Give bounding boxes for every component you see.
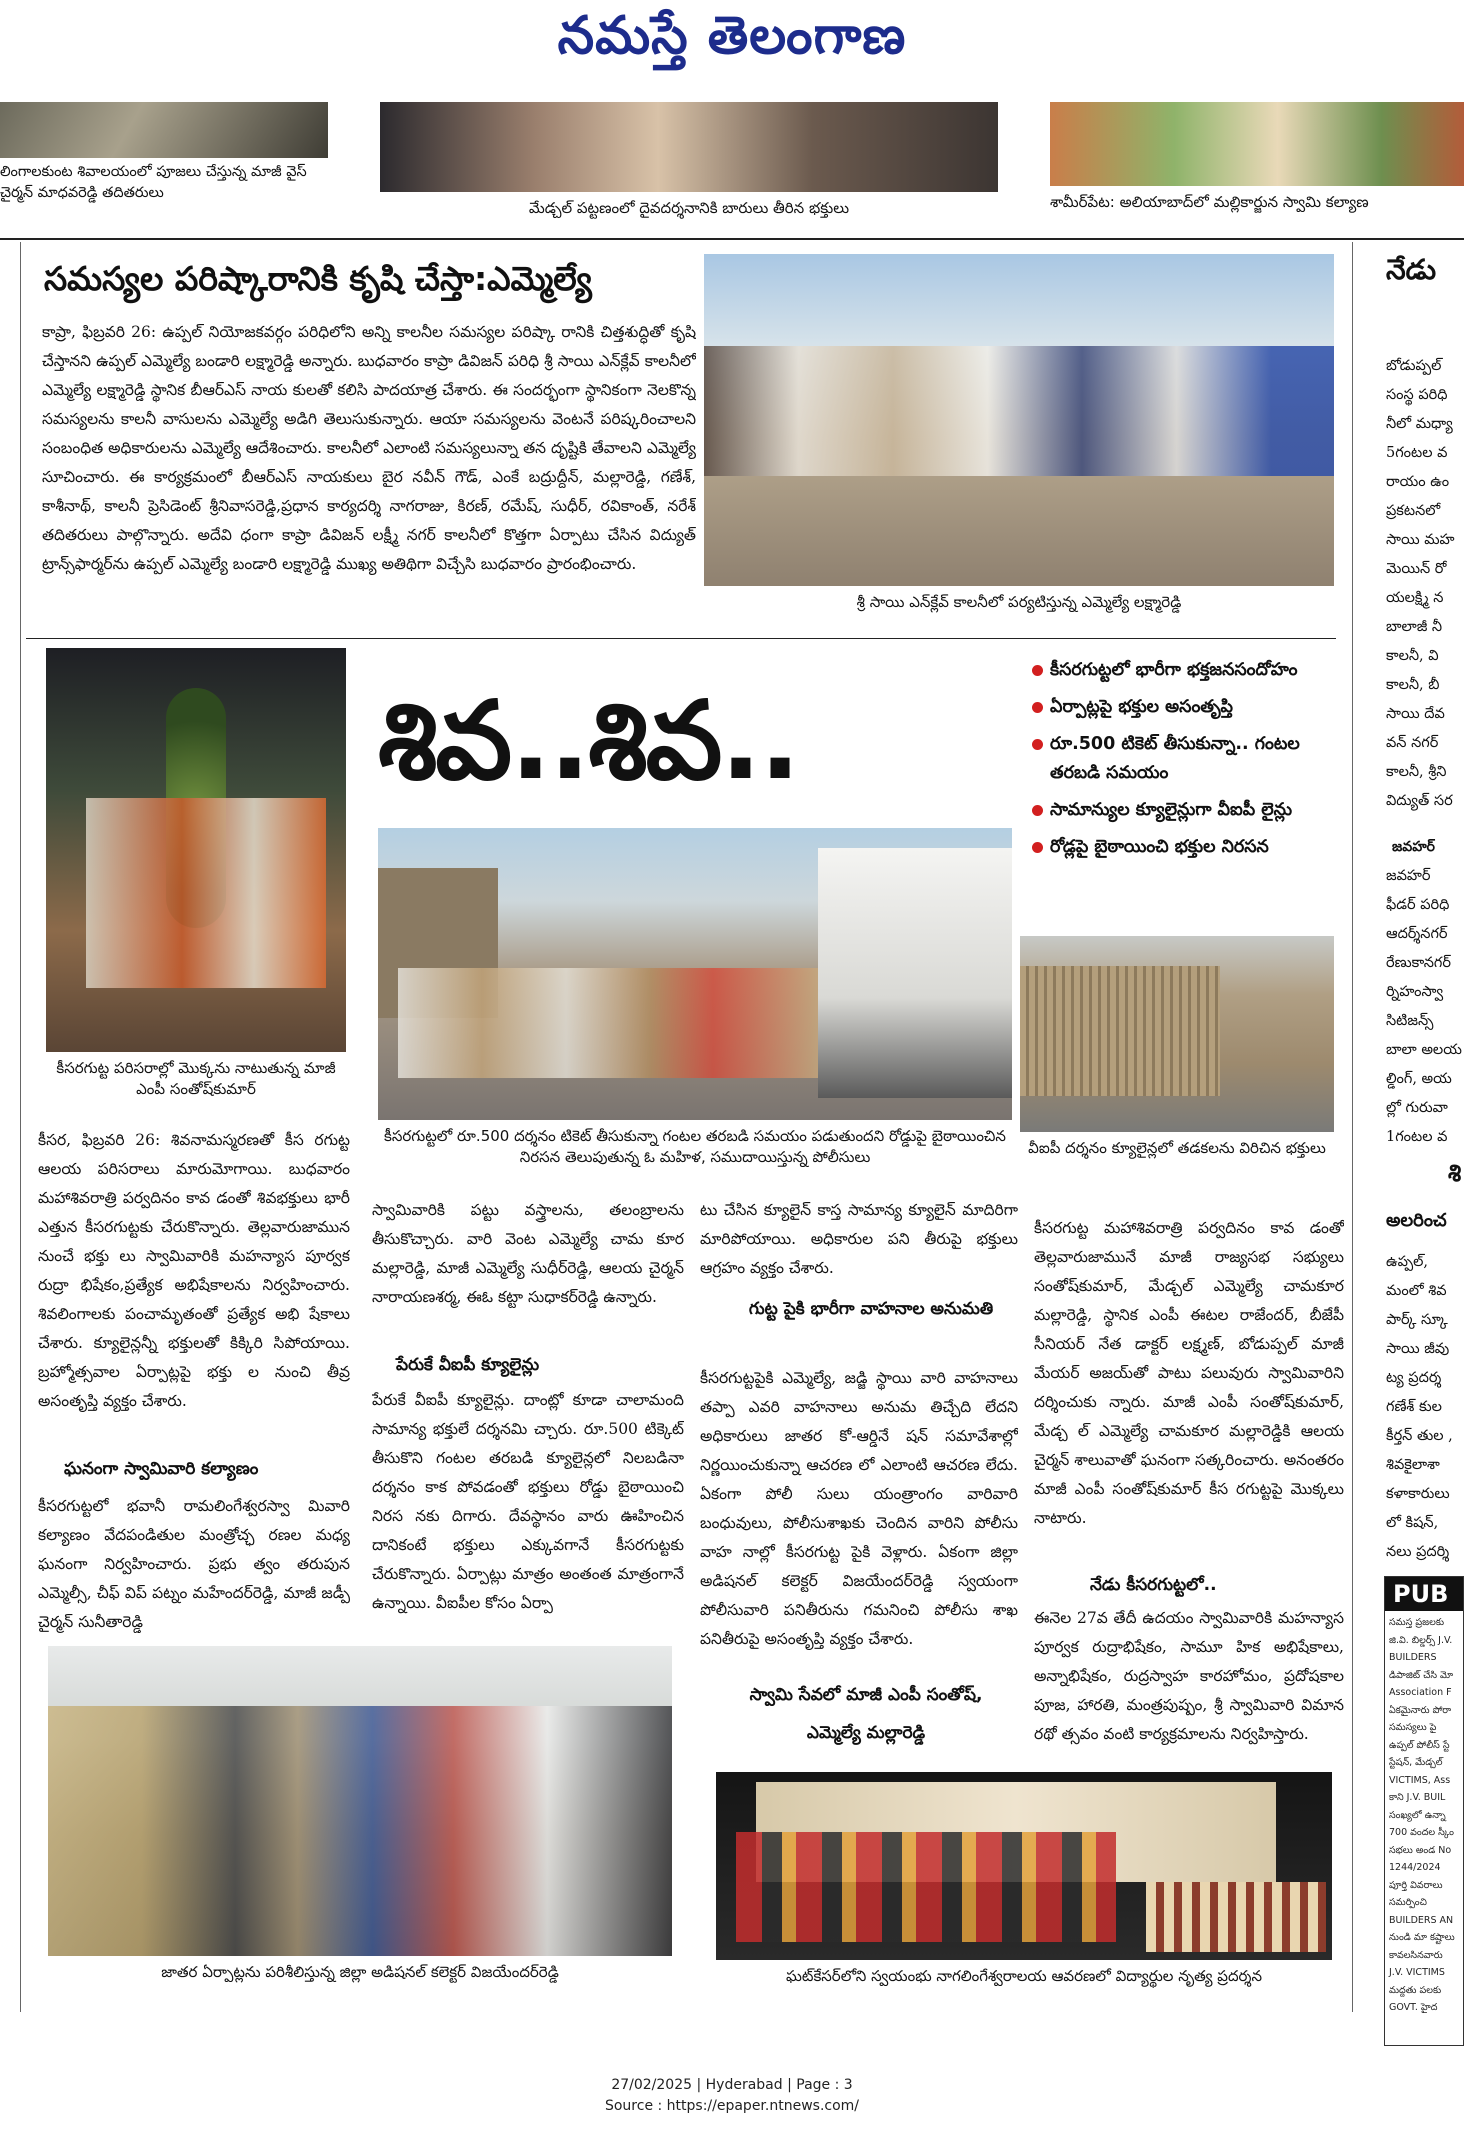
right-column-head: నేడు [1386,253,1437,286]
story-headline: సమస్యల పరిష్కారానికి కృషి చేస్తా:ఎమ్మెల్యే [44,259,592,298]
shiva-col2-body: స్వామివారికి పట్టు వస్త్రాలను, తలంబ్రాలను తీసుకొచ్చారు. వారి వెంట ఎమ్మెల్యే చామ కూర మల్లారెడ్డి, మాజీ ఎమ్మెల్యే సుధీర్‌రెడ్డి, ఆలయ చైర్మన్ నారాయణశర్మ, ఈఓ కట్టా సుధాకర్‌రెడ్డి ఉన్నారు. [372,1201,684,1306]
right-column-sub3: అలరించ [1386,1210,1447,1231]
highlight-item: రూ.500 టికెట్ తీసుకున్నా.. గంటల తరబడి సమయం [1030,730,1340,788]
shiva-col3-body: టు చేసిన క్యూలైన్ కాస్త సామాన్య క్యూలైన్ మాదిరిగా మారిపోయాయి. అధికారుల పని తీరుపై భక్తులు ఆగ్రహం వ్యక్తం చేశారు. [700,1201,1018,1277]
top-left-photo [0,102,328,158]
masthead-title: నమస్తే తెలంగాణ [557,6,907,66]
protest-photo-caption: కీసరగుట్టలో రూ.500 దర్శనం టికెట్ తీసుకున్నా గంటల తరబడి సమయం పడుతుందని రోడ్డుపై బైఠాయించిన నిరసన తెలుపుతున్న ఓ మహిళ, సముదాయిస్తున్న పోలీసులు [384,1127,1006,1166]
public-notice-ad [1384,1576,1464,2046]
shiva-col3-body2: కీసరగుట్టపైకి ఎమ్మెల్యే, జడ్జి స్థాయి వారి వాహనాలు తప్పా ఎవరి వాహనాలు అనుమ తిచ్చేది లేదని అధికారులు జాతర కో-ఆర్డినే షన్ సమావేశాల్లో నిర్ణయించుకున్నా ఆచరణ లో ఎలాంటి ఆచరణ లేదు. ఏకంగా పోలీ సులు యంత్రాంగం వారివారి బంధువులు, పోలీసుశాఖకు చెందిన వారిని పోలీసు వాహ నాల్లో కీసరగుట్ట పైకి వెళ్లారు. ఏకంగా జిల్లా అడిషనల్ కలెక్టర్ విజయేందర్‌రెడ్డి స్వయంగా పోలీసువారి పనితీరును గమనించి పోలీసు శాఖ పనితీరుపై అసంతృప్తి వ్యక్తం చేశారు. [700,1369,1018,1648]
mla-walk-photo [704,254,1334,586]
highlight-item: సామాన్యుల క్యూలైన్లుగా వీఐపీ లైన్లు [1030,796,1340,825]
subhead-vip: పేరుకే వీఐపీ క్యూలైన్లు [396,1355,540,1375]
subhead-kalyanam: ఘనంగా స్వామివారి కల్యాణం [64,1459,259,1479]
right-column-sub1: జవహర్ [1392,839,1435,855]
story-divider [26,638,1336,639]
ad-heading: PUB [1385,1577,1463,1611]
right-column-sub2: శి [1448,1159,1462,1187]
barricade-photo-caption: వీఐపీ దర్శనం క్యూలైన్లలో తడకలను విరిచిన భక్తులు [1028,1139,1326,1157]
subhead-today: నేడు కీసరగుట్టలో.. [1090,1575,1217,1595]
subhead-santosh: స్వామి సేవలో మాజీ ఎంపీ సంతోష్, ఎమ్మెల్యే మల్లారెడ్డి [749,1685,983,1743]
column-divider-left [20,242,21,2012]
collector-photo [48,1646,672,1956]
story-body: కాప్రా, ఫిబ్రవరి 26: ఉప్పల్ నియోజకవర్గం పరిధిలోని అన్ని కాలనీల సమస్యల పరిష్కా రానికి చిత్తశుద్ధితో కృషి చేస్తానని ఉప్పల్ ఎమ్మెల్యే బండారి లక్ష్మారెడ్డి అన్నారు. బుధవారం కాప్రా డివిజన్ పరిధి శ్రీ సాయి ఎన్‌క్లేవ్ కాలనీలో ఎమ్మెల్యే లక్ష్మారెడ్డి స్థానిక బీఆర్‌ఎస్ నాయ కులతో కలిసి పాదయాత్ర చేశారు. ఈ సందర్భంగా స్థానికంగా నెలకొన్న సమస్యలను కాలనీ వాసులను ఎమ్మెల్యే అడిగి తెలుసుకున్నారు. ఆయా సమస్యలను వెంటనే పరిష్కరించాలని సంబంధిత అధికారులను ఎమ్మెల్యే ఆదేశించారు. కాలనీలో ఎలాంటి సమస్యలున్నా తన దృష్టికి తేవాలని ఎమ్మెల్యే సూచించారు. ఈ కార్యక్రమంలో బీఆర్‌ఎస్ నాయకులు బైర నవీన్ గౌడ్, ఎంకే బద్రుద్దీన్, మల్లారెడ్డి, గణేశ్, కాశీనాథ్, కాలనీ ప్రెసిడెంట్ శ్రీనివాసరెడ్డి,ప్రధాన కార్యదర్శి నాగరాజు, కిరణ్, రమేష్, సుధీర్, రవికాంత్, నరేశ్ తదితరులు పాల్గొన్నారు. అదేవి ధంగా కాప్రా డివిజన్ లక్ష్మీ నగర్ కాలనీలో కొత్తగా ఏర్పాటు చేసిన విద్యుత్ ట్రాన్స్‌ఫార్మర్‌ను ఉప్పల్ ఎమ్మెల్యే బండారి లక్ష్మారెడ్డి ముఖ్య అతిథిగా విచ్చేసి బుధవారం ప్రారంభించారు. [42,323,696,573]
column-divider-right [1352,242,1353,2012]
top-right-photo [1050,102,1464,186]
plant-photo [46,648,346,1052]
highlight-item: కీసరగుట్టలో భారీగా భక్తజనసందోహం [1030,656,1340,685]
top-left-caption: లింగాలకుంట శివాలయంలో పూజలు చేస్తున్న మాజీ వైస్ చైర్మన్ మాధవరెడ్డి తదితరులు [0,164,307,201]
top-center-caption: మేడ్చల్ పట్టణంలో దైవదర్శనానికి బారులు తీరిన భక్తులు [528,199,850,217]
protest-photo [378,828,1012,1120]
dance-photo [716,1772,1332,1960]
shiva-col1-body2: కీసరగుట్టలో భవానీ రామలింగేశ్వరస్వా మివారి కల్యాణం వేదపండితుల మంత్రోచ్ఛ రణల మధ్య ఘనంగా నిర్వహించారు. ప్రభు త్వం తరుపున ఎమ్మెల్సీ, చీఫ్ విప్ పట్నం మహేందర్‌రెడ్డి, మాజీ జడ్పీ చైర్మన్ సునీతారెడ్డి [38,1497,350,1631]
collector-photo-caption: జాతర ఏర్పాట్లను పరిశీలిస్తున్న జిల్లా అడిషనల్ కలెక్టర్ విజయేందర్‌రెడ్డి [161,1963,559,1981]
barricade-photo [1020,936,1334,1132]
top-center-photo [380,102,998,192]
footer-date-line: 27/02/2025 | Hyderabad | Page : 3 [611,2077,853,2093]
ad-body: సమస్త ప్రజలకు జి.వి. బిల్డర్స్ J.V. BUILDERS డిపాజిట్ చేసి మో Association F ఏకమైనారు పోరా సమస్యలు పై ఉప్పల్ పోలీస్ స్టే స్టేషన్, మేడ్చల్ VICTIMS, Ass కాని J.V. BUIL సంఖ్యలో ఉన్నా 700 వందల స్కీం సభలు అండ No 1244/2024 పూర్తి వివరాలు సమర్పించి BUILDERS AN నుండి మా కష్టాలు కావలసినవారు J.V. VICTIMS మద్దతు పలకు GOVT. హైద [1389,1617,1455,2013]
highlight-item: రోడ్లపై బైఠాయించి భక్తుల నిరసన [1030,833,1340,862]
shiva-col4-body2: ఈనెల 27వ తేదీ ఉదయం స్వామివారికి మహన్యాస పూర్వక రుద్రాభిషేకం, సామూ హిక అభిషేకాలు, అన్నాభిషేకం, రుద్రస్వాహ కారహోమం, ప్రదోషకాల పూజ, హారతి, మంత్రపుష్పం, శ్రీ స్వామివారి విమాన రథో త్సవం వంటి కార్యక్రమాలను నిర్వహిస్తారు. [1034,1609,1344,1743]
shiva-col2-body2: పేరుకే వీఐపీ క్యూలైన్లు. దాంట్లో కూడా చాలామంది సామాన్య భక్తులే దర్శనమి చ్చారు. రూ.500 టిక్కెట్ తీసుకొని గంటల తరబడి క్యూలైన్లలో నిలబడినా దర్శనం కాక పోవడంతో భక్తులు రోడ్డు బైఠాయించి నిరస నకు దిగారు. దేవస్థానం వారు ఊహించిన దానికంటే భక్తులు ఎక్కువగానే కీసరగుట్టకు చేరుకొన్నారు. ఏర్పాట్లు మాత్రం అంతంత మాత్రంగానే ఉన్నాయి. వీఐపీల కోసం ఏర్పా [372,1391,684,1612]
subhead-vehicles: గుట్ట పైకి భారీగా వాహనాల అనుమతి [748,1299,994,1319]
shiva-title: శివ..శివ.. [378,679,799,804]
shiva-col4-body: కీసరగుట్ట మహాశివరాత్రి పర్వదినం కావ డంతో తెల్లవారుజామునే మాజీ రాజ్యసభ సభ్యులు సంతోష్‌కుమార్, మేడ్చల్ ఎమ్మెల్యే చామకూర మల్లారెడ్డి, స్థానిక ఎంపీ ఈటల రాజేందర్, బీజేపీ సీనియర్ నేత డాక్టర్ లక్ష్మణ్, బోడుప్పల్ మాజీ మేయర్ అజయ్‌తో పాటు పలువురు స్వామివారిని దర్శించుకు న్నారు. మాజీ ఎంపీ సంతోష్‌కుమార్, మేడ్చ ల్ ఎమ్మెల్యే చామకూర మల్లారెడ్డికి ఆలయ చైర్మన్ శాలువాతో ఘనంగా సత్కరించారు. అనంతరం మాజీ ఎంపీ సంతోష్‌కుమార్ కీస రగుట్టపై మొక్కలు నాటారు. [1034,1219,1344,1527]
dance-photo-caption: ఘట్‌కేసర్‌లోని స్వయంభు నాగలింగేశ్వరాలయ ఆవరణలో విద్యార్థుల నృత్య ప్రదర్శన [786,1967,1262,1985]
right-column-body2: జవహర్ ఫీడర్ పరిధి ఆదర్శ్‌నగర్ రేణుకానగర్ ర్నిహంస్వా సిటిజన్స్ బాలా అలయ ల్డింగ్, అయ ల్లో గురువా 1గంటల వ [1386,868,1462,1145]
plant-photo-caption: కీసరగుట్ట పరిసరాల్లో మొక్కను నాటుతున్న మాజీ ఎంపీ సంతోష్‌కుమార్ [56,1059,336,1098]
shiva-col1-body: కీసర, ఫిబ్రవరి 26: శివనామస్మరణతో కీస రగుట్ట ఆలయ పరిసరాలు మారుమోగాయి. బుధవారం మహాశివరాత్రి పర్వదినం కావ డంతో శివభక్తులు భారీ ఎత్తున కీసరగుట్టకు చేరుకొన్నారు. తెల్లవారుజామున నుంచే భక్తు లు స్వామివారికి మహన్యాస పూర్వక రుద్రా భిషేకం,ప్రత్యేక అభిషేకాలను నిర్వహించారు. శివలింగాలకు పంచామృతంతో ప్రత్యేక అభి షేకాలు చేశారు. క్యూలైన్లన్నీ భక్తులతో కిక్కిరి సిపోయాయి. బ్రహ్మోత్సవాల ఏర్పాట్లపై భక్తు ల నుంచి తీవ్ర అసంతృప్తి వ్యక్తం చేశారు. [38,1131,350,1410]
right-column-body: బోడుప్పల్ సంస్థ పరిధి నీలో మధ్యా 5గంటల వ రాయం ఉం ప్రకటనలో సాయి మహ మెయిన్ రో యలక్ష్మి న బాలాజీ నీ కాలనీ, వి కాలనీ, బీ సాయి దేవ వన్ నగర్ కాలనీ, శ్రీని విద్యుత్ సర [1386,358,1455,809]
footer-source-line: Source : https://epaper.ntnews.com/ [604,2098,860,2114]
highlights-list [1030,656,1340,870]
highlight-item: ఏర్పాట్లపై భక్తుల అసంతృప్తి [1030,693,1340,722]
top-right-caption: శామీర్‌పేట: అలియాబాద్‌లో మల్లికార్జున స్వామి కల్యాణ [1050,193,1369,211]
right-column-body3: ఉప్పల్, మంలో శివ పార్క్ స్కూ సాయి జీవు ట్య ప్రదర్శ గణేశ్ కుల కీర్తన్ తుల , శివకైలాశా కళాకారులు లో కిషన్, నలు ప్రదర్శి [1386,1254,1453,1560]
top-divider [0,238,1464,240]
mla-walk-caption: శ్రీ సాయి ఎన్‌క్లేవ్ కాలనీలో పర్యటిస్తున్న ఎమ్మెల్యే లక్ష్మారెడ్డి [856,593,1182,611]
